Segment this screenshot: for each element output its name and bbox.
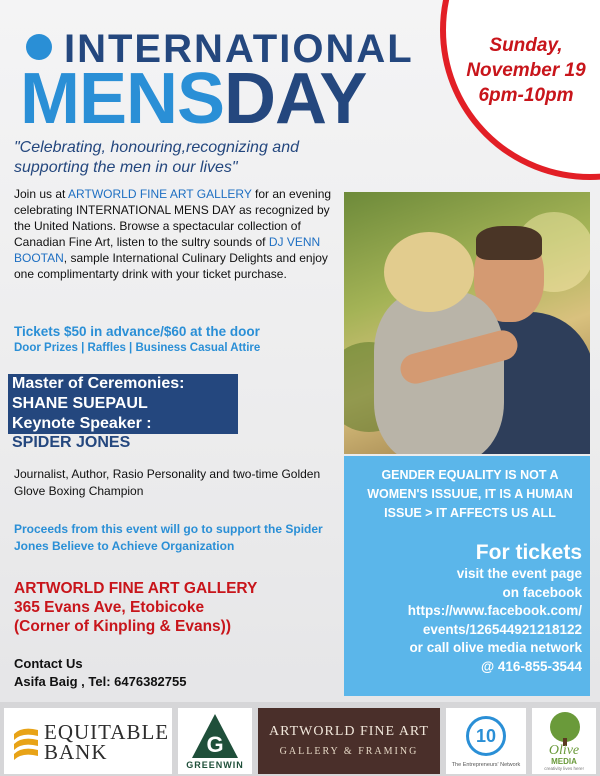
- sponsor-greenwin: [178, 708, 252, 774]
- event-date: [446, 33, 600, 108]
- venue-address: 365 Evans Ave, Etobicoke: [14, 599, 205, 616]
- contact-details: Asifa Baig , Tel: 6476382755: [14, 674, 187, 689]
- olive-media: MEDIA: [551, 757, 577, 766]
- venue-corner: (Corner of Kinpling & Evans)): [14, 618, 231, 635]
- for-tickets-line2: on facebook: [502, 584, 582, 600]
- title-mensday: [20, 59, 367, 139]
- facebook-link-1[interactable]: https://www.facebook.com/: [407, 603, 582, 618]
- ticket-purchase-info: [352, 541, 582, 676]
- for-tickets-line5: or call olive media network: [409, 640, 582, 655]
- olive-name: Olive: [548, 743, 580, 758]
- for-tickets-line1: visit the event page: [456, 566, 582, 581]
- equitable-logo-icon: [12, 724, 40, 760]
- mc-name: SHANE SUEPAUL: [8, 394, 238, 414]
- contact-label: Contact Us: [14, 656, 83, 671]
- sponsor-equitable-bank: [4, 708, 172, 774]
- mc-label: Master of Ceremonies:: [8, 374, 238, 394]
- for-tickets-heading: For tickets: [475, 541, 582, 564]
- artworld-line1: ARTWORLD FINE ART: [269, 724, 429, 739]
- sponsor-entrepreneurs-network: [446, 708, 526, 774]
- event-day: Sunday,: [489, 35, 563, 56]
- ticket-extras: Door Prizes | Raffles | Business Casual Attire: [14, 342, 261, 354]
- venue-name: ARTWORLD FINE ART GALLERY: [14, 580, 258, 597]
- title-international: INTERNATIONAL: [64, 27, 414, 71]
- svg-text:G: G: [206, 732, 224, 757]
- event-time: 6pm-10pm: [478, 85, 574, 106]
- equitable-line1: EQUITABLE: [44, 720, 170, 744]
- intro-dj: DJ VENN BOOTAN: [14, 235, 321, 265]
- speaker-bio: Journalist, Author, Rasio Personality and two-time Golden Glove Boxing Champion: [14, 467, 321, 498]
- equitable-line2: BANK: [44, 740, 108, 764]
- keynote-name: SPIDER JONES: [12, 434, 131, 451]
- intro-paragraph: [14, 186, 344, 282]
- greenwin-name: GREENWIN: [186, 760, 244, 770]
- intro-venue: ARTWORLD FINE ART GALLERY: [68, 187, 252, 201]
- gender-equality-message: GENDER EQUALITY IS NOT A WOMEN'S ISSUUE, IT IS A HUMAN ISSUE > IT AFFECTS US ALL: [367, 468, 573, 520]
- title-mens: MENS: [20, 59, 225, 139]
- ten-logo-icon: 10: [466, 716, 506, 756]
- ten-caption: The Entrepreneurs' Network: [451, 762, 521, 768]
- sponsor-bar: [0, 702, 600, 776]
- keynote-label: Keynote Speaker :: [8, 414, 238, 434]
- facebook-link-2[interactable]: events/126544921218122: [422, 621, 582, 637]
- artworld-line2: GALLERY & FRAMING: [279, 746, 419, 757]
- intro-text-3: , sample International Culinary Delights and enjoy one complimentarty drink with your ticket purchase.: [14, 251, 328, 281]
- speakers-block: [8, 374, 238, 452]
- father-child-photo: [344, 192, 590, 454]
- sponsor-olive-media: [532, 708, 596, 774]
- title-dot-icon: [26, 34, 52, 60]
- greenwin-logo-icon: [190, 712, 240, 760]
- ticket-info: [14, 323, 260, 357]
- event-date-text: November 19: [466, 60, 586, 81]
- olive-tagline: creativity lives here!: [544, 766, 584, 771]
- sponsor-artworld: [258, 708, 440, 774]
- proceeds-note: Proceeds from this event will go to support the Spider Jones Believe to Achieve Organization: [14, 522, 323, 553]
- phone-number: @ 416-855-3544: [481, 658, 582, 674]
- contact-block: [14, 655, 186, 691]
- intro-text-2: for an evening celebrating INTERNATIONAL MENS DAY as recognized by the United Nations. Browse a spectacular collection of Canadian Fine Art, listen to the sultry sounds of: [14, 187, 332, 249]
- intro-text-1: Join us at: [14, 187, 69, 201]
- ticket-price: Tickets $50 in advance/$60 at the door: [14, 324, 260, 339]
- tagline: "Celebrating, honouring,recognizing and supporting the men in our lives": [14, 139, 299, 176]
- venue-block: [14, 579, 257, 636]
- title-day: DAY: [224, 59, 367, 139]
